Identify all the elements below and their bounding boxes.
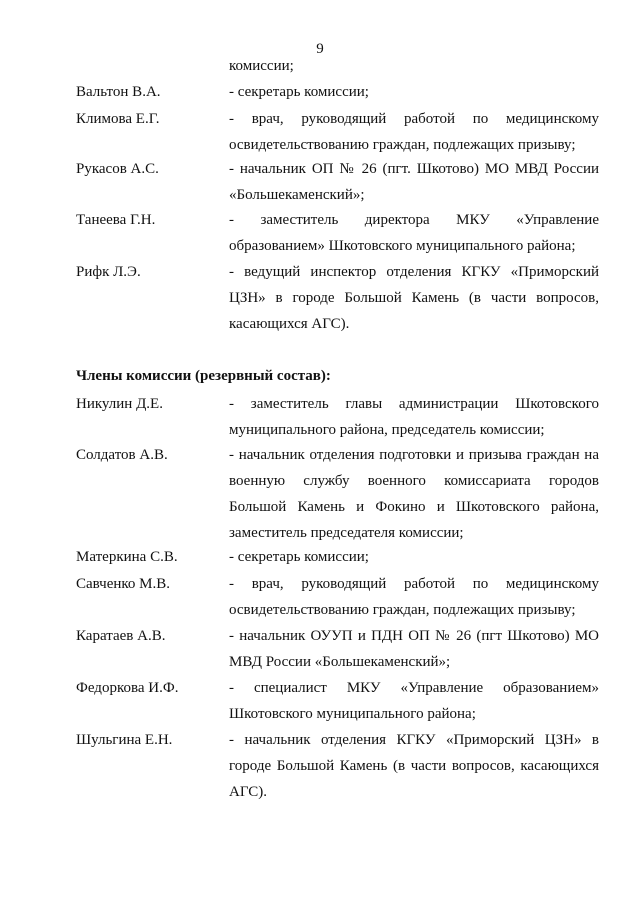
member-role-line: - начальник отделения подготовки и призыва граждан на [229, 447, 599, 463]
member-name: Танеева Г.Н. [76, 212, 156, 228]
member-role [229, 160, 599, 212]
member-role-line: Шкотовского муниципального района; [229, 706, 476, 722]
member-role-line: - ведущий инспектор отделения КГКУ «Приморский [229, 264, 599, 280]
member-name: Никулин Д.Е. [76, 396, 163, 412]
member-name: Савченко М.В. [76, 576, 171, 592]
member-role [229, 211, 599, 263]
member-role-line: - начальник ОП № 26 (пгт. Шкотово) МО МВД России [229, 161, 599, 177]
member-role-line: - секретарь комиссии; [229, 549, 369, 565]
member-role [229, 83, 599, 109]
member-name: Шульгина Е.Н. [76, 732, 173, 748]
member-role [229, 110, 599, 162]
member-role-line: образованием» Шкотовского муниципального района; [229, 238, 576, 254]
member-name: Матеркина С.В. [76, 549, 178, 565]
continuation-text: комиссии; [229, 58, 294, 74]
member-role-line: - врач, руководящий работой по медицинскому [229, 111, 599, 127]
member-role-line: - специалист МКУ «Управление образованием» [229, 680, 599, 696]
member-role-line: городе Большой Камень (в части вопросов, касающихся [229, 758, 599, 774]
member-name: Климова Е.Г. [76, 111, 160, 127]
member-role-line: Большой Камень и Фокино и Шкотовского района, [229, 499, 599, 515]
member-role-line: военную службу военного комиссариата городов [229, 473, 599, 489]
member-role-line: касающихся АГС). [229, 316, 350, 332]
member-role-line: муниципального района, председатель комиссии; [229, 422, 545, 438]
member-name: Вальтон В.А. [76, 84, 161, 100]
member-role [229, 731, 599, 809]
member-role-line: освидетельствованию граждан, подлежащих призыву; [229, 602, 576, 618]
member-role-line: - заместитель директора МКУ «Управление [229, 212, 599, 228]
member-role [229, 627, 599, 679]
member-name: Федоркова И.Ф. [76, 680, 179, 696]
member-role [229, 446, 599, 550]
member-role-line: АГС). [229, 784, 268, 800]
member-role-line: - начальник отделения КГКУ «Приморский ЦЗН» в [229, 732, 599, 748]
member-role [229, 263, 599, 341]
member-role [229, 395, 599, 447]
member-role [229, 679, 599, 731]
member-role-line: «Большекаменский»; [229, 187, 365, 203]
member-role-line: - секретарь комиссии; [229, 84, 369, 100]
member-name: Солдатов А.В. [76, 447, 168, 463]
page-number: 9 [316, 41, 324, 57]
member-name: Каратаев А.В. [76, 628, 166, 644]
member-role-line: МВД России «Большекаменский»; [229, 654, 451, 670]
member-name: Рукасов А.С. [76, 161, 159, 177]
reserve-heading: Члены комиссии (резервный состав): [76, 368, 331, 384]
member-role-line: - начальник ОУУП и ПДН ОП № 26 (пгт Шкотово) МО [229, 628, 599, 644]
member-role [229, 548, 599, 574]
member-role-line: ЦЗН» в городе Большой Камень (в части вопросов, [229, 290, 599, 306]
member-role [229, 575, 599, 627]
member-role-line: освидетельствованию граждан, подлежащих призыву; [229, 137, 576, 153]
member-name: Рифк Л.Э. [76, 264, 141, 280]
member-role-line: - врач, руководящий работой по медицинскому [229, 576, 599, 592]
member-role-line: - заместитель главы администрации Шкотовского [229, 396, 599, 412]
member-role-line: заместитель председателя комиссии; [229, 525, 464, 541]
